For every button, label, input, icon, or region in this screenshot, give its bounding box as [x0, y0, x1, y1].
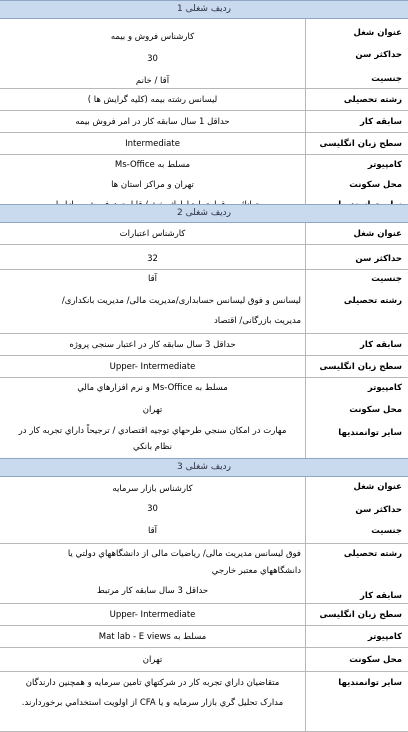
- field-value: Intermediate: [125, 139, 180, 149]
- field-value: حداقل 3 سال سابقه کار مرتبط: [96, 586, 209, 596]
- field-label: سابقه کار: [359, 117, 402, 127]
- field-label: سابقه کار: [359, 340, 402, 350]
- field-label: سطح زبان انگلیسی: [319, 610, 402, 620]
- field-label-cell: [306, 89, 408, 110]
- table-row: [0, 378, 408, 462]
- field-value-cell: [0, 672, 305, 731]
- field-label: عنوان شغل: [353, 482, 402, 492]
- field-value: مهارت در امکان سنجي طرحهاي توجيه اقتصادي / ترجيحاً داراي تجربه کار در: [18, 426, 287, 436]
- field-label-cell: [306, 544, 408, 603]
- field-label: کامپیوتر: [367, 632, 402, 642]
- field-label-cell: [306, 356, 408, 377]
- field-value-cell: [0, 245, 305, 269]
- field-value: حداقل 1 سال سابقه کار در امر فروش بیمه: [75, 117, 230, 127]
- table-row: [0, 356, 408, 378]
- field-label-cell: [306, 477, 408, 543]
- table-row: [0, 111, 408, 133]
- field-label: سطح زبان انگلیسی: [319, 139, 402, 149]
- field-label-cell: [306, 378, 408, 461]
- field-label: محل سکونت: [349, 405, 402, 415]
- table-row: [0, 604, 408, 626]
- table-row: [0, 626, 408, 648]
- field-label: محل سکونت: [349, 180, 402, 190]
- field-value-cell: [0, 334, 305, 355]
- job-section-header: ردیف شغلی 3: [0, 458, 408, 477]
- field-label-cell: [306, 133, 408, 154]
- table-row: [0, 223, 408, 245]
- field-value: 30: [147, 504, 158, 514]
- field-label-cell: [306, 604, 408, 625]
- field-label-cell: [306, 111, 408, 132]
- field-value: حداقل 3 سال سابقه کار در اعتبار سنجی پروژه: [69, 340, 236, 350]
- field-value: لیسانس و فوق لیسانس حسابداری/مدیریت مالی/ مدیریت بانکداری/: [61, 296, 301, 306]
- field-label-cell: [306, 245, 408, 269]
- field-value-cell: [0, 223, 305, 244]
- field-label-cell: [306, 648, 408, 671]
- table-row: [0, 270, 408, 334]
- field-value: دانشگاههاي معتبر خارجي: [211, 566, 301, 576]
- field-label-cell: [306, 270, 408, 333]
- field-label: کامپیوتر: [367, 160, 402, 170]
- field-value: Upper- Intermediate: [109, 362, 196, 372]
- field-label: حداکثر سن: [355, 254, 402, 264]
- field-label: محل سکونت: [349, 655, 402, 665]
- field-value-cell: [0, 544, 305, 603]
- field-value: لیسانس رشته بیمه (کلیه گرایش ها ): [87, 95, 218, 105]
- field-label-cell: [306, 626, 408, 647]
- field-value-cell: [0, 356, 305, 377]
- table-row: [0, 19, 408, 89]
- field-label-cell: [306, 672, 408, 731]
- table-row: [0, 133, 408, 155]
- table-row: [0, 334, 408, 356]
- field-value-cell: [0, 648, 305, 671]
- field-label-cell: [306, 334, 408, 355]
- field-value: Upper- Intermediate: [109, 610, 196, 620]
- field-label-cell: [306, 19, 408, 88]
- field-label: عنوان شغل: [353, 28, 402, 38]
- field-value: کارشناس فروش و بیمه: [110, 32, 195, 42]
- job-section-header: ردیف شغلی 1: [0, 0, 408, 19]
- field-value: نظام بانکي: [133, 442, 172, 452]
- field-value: مسلط به Ms-Office: [114, 160, 191, 170]
- field-value: تهران: [142, 405, 163, 415]
- field-value: آقا / خانم: [135, 76, 170, 86]
- field-value: تهران و مراکز استان ها: [111, 180, 194, 190]
- field-label: سطح زبان انگلیسی: [319, 362, 402, 372]
- field-value-cell: [0, 378, 305, 461]
- field-value: کارشناس اعتبارات: [119, 229, 186, 239]
- field-label: سایر توانمندیها: [338, 428, 402, 438]
- field-label: رشته تحصیلی: [343, 296, 402, 306]
- field-label: رشته تحصیلی: [343, 549, 402, 559]
- field-label: حداکثر سن: [355, 505, 402, 515]
- field-label-cell: [306, 223, 408, 244]
- table-row: [0, 245, 408, 270]
- table-row: [0, 544, 408, 604]
- field-value: 30: [147, 54, 158, 64]
- job-section-header: ردیف شغلی 2: [0, 204, 408, 223]
- field-value: متقاضيان داراي تجربه کار در شرکتهاي تامين سرمايه و همچنين دارندگان: [25, 678, 280, 688]
- field-value: تهران: [142, 655, 163, 665]
- field-label: جنسیت: [371, 74, 402, 84]
- field-value: فوق لیسانس مدیریت مالی/ ریاضیات مالی از دانشگاههاي دولتي يا: [67, 549, 301, 559]
- field-label: حداکثر سن: [355, 50, 402, 60]
- field-value-cell: [0, 626, 305, 647]
- field-value-cell: [0, 270, 305, 333]
- table-row: [0, 672, 408, 732]
- field-value: آقا: [147, 274, 157, 284]
- field-label: عنوان شغل: [353, 229, 402, 239]
- table-row: [0, 648, 408, 672]
- field-label: کامپیوتر: [367, 383, 402, 393]
- table-row: [0, 477, 408, 544]
- field-value-cell: [0, 477, 305, 543]
- field-label: جنسیت: [371, 526, 402, 536]
- field-value-cell: [0, 89, 305, 110]
- field-value: مسلط به Mat lab - E views: [98, 632, 207, 642]
- field-label: جنسیت: [371, 274, 402, 284]
- field-value-cell: [0, 19, 305, 88]
- field-label: رشته تحصیلی: [343, 95, 402, 105]
- field-value: مسلط به Ms-Office و نرم افزارهاي مالي: [77, 383, 228, 393]
- field-value-cell: [0, 111, 305, 132]
- field-value: مدارک تحليل گري بازار سرمايه و يا CFA از اولويت استخدامي برخوردارند.: [21, 698, 284, 708]
- field-value: کارشناس بازار سرمایه: [112, 484, 193, 494]
- table-row: [0, 89, 408, 111]
- field-value: مدیریت بازرگانی/ اقتصاد: [213, 316, 301, 326]
- field-value-cell: [0, 133, 305, 154]
- field-value: 32: [147, 254, 158, 264]
- field-value: آقا: [147, 526, 157, 536]
- field-value-cell: [0, 604, 305, 625]
- field-label: سابقه کار: [359, 591, 402, 601]
- field-label: سایر توانمندیها: [338, 678, 402, 688]
